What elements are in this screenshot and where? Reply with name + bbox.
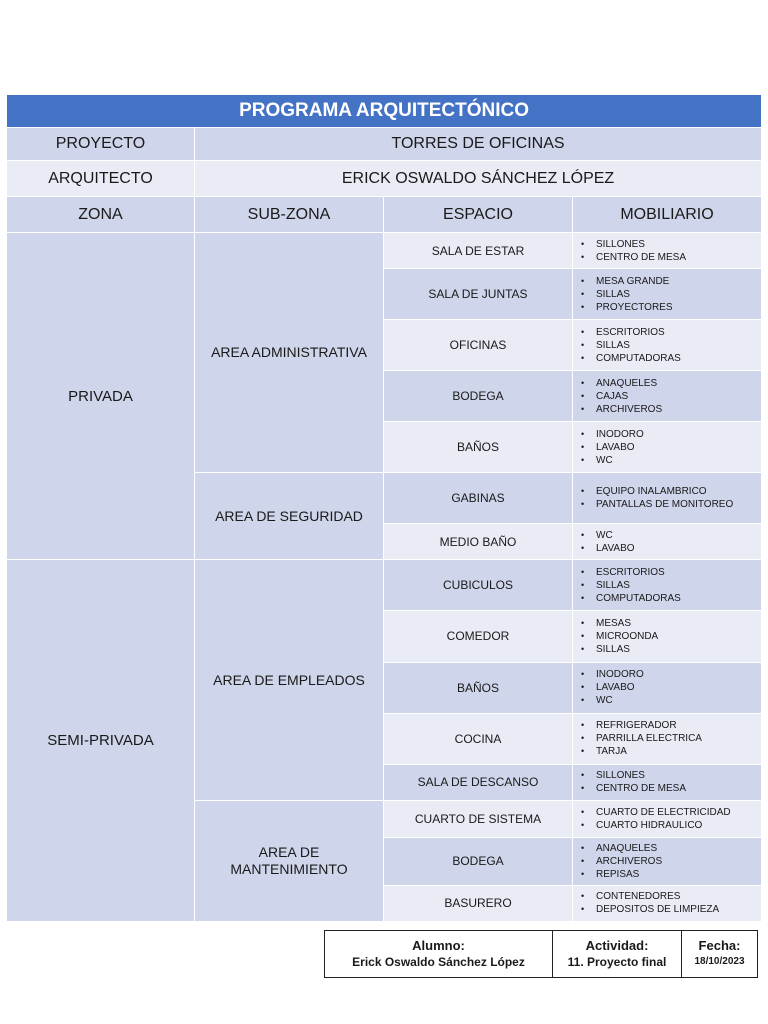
- furniture-item: • SILLONES: [581, 238, 757, 251]
- furniture-item: • CAJAS: [581, 390, 757, 403]
- architect-value: ERICK OSWALDO SÁNCHEZ LÓPEZ: [195, 161, 762, 197]
- furniture-item: • SILLAS: [581, 339, 757, 352]
- space-cell: CUBICULOS: [384, 560, 573, 611]
- furniture-cell: [573, 713, 762, 764]
- space-cell: OFICINAS: [384, 320, 573, 371]
- column-header-subzona: SUB-ZONA: [195, 197, 384, 233]
- furniture-item: • ARCHIVEROS: [581, 403, 757, 416]
- furniture-list: [573, 326, 761, 365]
- furniture-item: • ARCHIVEROS: [581, 855, 757, 868]
- furniture-item: • INODORO: [581, 668, 757, 681]
- column-header-row: [7, 197, 762, 233]
- zone-cell: PRIVADA: [7, 233, 195, 560]
- furniture-item: • MESAS: [581, 617, 757, 630]
- space-cell: COCINA: [384, 713, 573, 764]
- furniture-cell: [573, 662, 762, 713]
- zone-cell: SEMI-PRIVADA: [7, 560, 195, 922]
- furniture-cell: [573, 233, 762, 269]
- furniture-cell: [573, 800, 762, 837]
- furniture-item: • ANAQUELES: [581, 842, 757, 855]
- furniture-item: • SILLAS: [581, 288, 757, 301]
- space-cell: SALA DE ESTAR: [384, 233, 573, 269]
- furniture-list: [573, 668, 761, 707]
- furniture-cell: [573, 320, 762, 371]
- furniture-list: [573, 428, 761, 467]
- furniture-cell: [573, 837, 762, 885]
- furniture-item: • DEPOSITOS DE LIMPIEZA: [581, 903, 757, 916]
- furniture-item: • ESCRITORIOS: [581, 566, 757, 579]
- furniture-cell: [573, 611, 762, 662]
- architect-row: [7, 161, 762, 197]
- subzone-label: AREA DE EMPLEADOS: [213, 671, 365, 688]
- date-label: Fecha:: [698, 938, 741, 953]
- space-cell: SALA DE JUNTAS: [384, 269, 573, 320]
- furniture-item: • REPISAS: [581, 868, 757, 881]
- furniture-cell: [573, 524, 762, 560]
- student-label: Alumno:: [412, 938, 465, 953]
- column-header-zona: ZONA: [7, 197, 195, 233]
- furniture-item: • PANTALLAS DE MONITOREO: [581, 498, 757, 511]
- furniture-list: [573, 806, 761, 832]
- title-row: [7, 95, 762, 128]
- furniture-item: • COMPUTADORAS: [581, 352, 757, 365]
- furniture-item: • ESCRITORIOS: [581, 326, 757, 339]
- space-cell: GABINAS: [384, 473, 573, 524]
- space-cell: CUARTO DE SISTEMA: [384, 800, 573, 837]
- subzone-cell: [195, 560, 384, 800]
- furniture-item: • PARRILLA ELECTRICA: [581, 732, 757, 745]
- furniture-item: • CENTRO DE MESA: [581, 782, 757, 795]
- activity-value: 11. Proyecto final: [567, 955, 667, 969]
- space-cell: SALA DE DESCANSO: [384, 764, 573, 800]
- furniture-item: • SILLONES: [581, 769, 757, 782]
- space-cell: BAÑOS: [384, 422, 573, 473]
- furniture-item: • SILLAS: [581, 643, 757, 656]
- furniture-cell: [573, 764, 762, 800]
- subzone-cell: [195, 800, 384, 921]
- subzone-label: AREA ADMINISTRATIVA: [211, 344, 367, 361]
- column-header-mobiliario: MOBILIARIO: [573, 197, 762, 233]
- furniture-list: [573, 377, 761, 416]
- furniture-item: • EQUIPO INALAMBRICO: [581, 485, 757, 498]
- date-block: [681, 931, 757, 977]
- furniture-item: • MESA GRANDE: [581, 275, 757, 288]
- furniture-item: • WC: [581, 694, 757, 707]
- furniture-item: • CENTRO DE MESA: [581, 251, 757, 264]
- space-cell: BAÑOS: [384, 662, 573, 713]
- project-label: PROYECTO: [7, 128, 195, 161]
- furniture-item: • COMPUTADORAS: [581, 592, 757, 605]
- space-cell: MEDIO BAÑO: [384, 524, 573, 560]
- project-value: TORRES DE OFICINAS: [195, 128, 762, 161]
- subzone-cell: [195, 473, 384, 560]
- furniture-list: [573, 890, 761, 916]
- date-value: 18/10/2023: [694, 956, 745, 967]
- furniture-item: • CUARTO HIDRAULICO: [581, 819, 757, 832]
- furniture-cell: [573, 473, 762, 524]
- furniture-list: [573, 719, 761, 758]
- table-row: [7, 560, 762, 611]
- furniture-item: • SILLAS: [581, 579, 757, 592]
- subzone-cell: [195, 233, 384, 473]
- furniture-list: [573, 529, 761, 555]
- furniture-cell: [573, 371, 762, 422]
- table-title: PROGRAMA ARQUITECTÓNICO: [7, 95, 762, 128]
- program-table: [6, 94, 762, 922]
- furniture-cell: [573, 422, 762, 473]
- furniture-item: • ANAQUELES: [581, 377, 757, 390]
- furniture-item: • TARJA: [581, 745, 757, 758]
- furniture-item: • PROYECTORES: [581, 301, 757, 314]
- activity-block: [552, 931, 681, 977]
- space-cell: BASURERO: [384, 885, 573, 921]
- furniture-cell: [573, 269, 762, 320]
- furniture-item: • INODORO: [581, 428, 757, 441]
- column-header-espacio: ESPACIO: [384, 197, 573, 233]
- furniture-item: • LAVABO: [581, 542, 757, 555]
- furniture-item: • WC: [581, 454, 757, 467]
- furniture-item: • CONTENEDORES: [581, 890, 757, 903]
- furniture-list: [573, 485, 761, 511]
- furniture-item: • MICROONDA: [581, 630, 757, 643]
- furniture-item: • WC: [581, 529, 757, 542]
- signature-box: [324, 930, 758, 978]
- furniture-list: [573, 617, 761, 656]
- architect-label: ARQUITECTO: [7, 161, 195, 197]
- furniture-list: [573, 842, 761, 881]
- space-cell: BODEGA: [384, 837, 573, 885]
- furniture-list: [573, 769, 761, 795]
- activity-label: Actividad:: [585, 938, 649, 953]
- furniture-item: • LAVABO: [581, 681, 757, 694]
- project-row: [7, 128, 762, 161]
- furniture-list: [573, 566, 761, 605]
- furniture-item: • LAVABO: [581, 441, 757, 454]
- furniture-cell: [573, 885, 762, 921]
- space-cell: COMEDOR: [384, 611, 573, 662]
- subzone-label: AREA DE SEGURIDAD: [215, 507, 363, 524]
- student-block: [325, 931, 552, 977]
- furniture-item: • REFRIGERADOR: [581, 719, 757, 732]
- furniture-list: [573, 238, 761, 264]
- student-name: Erick Oswaldo Sánchez López: [352, 955, 525, 969]
- subzone-label: AREA DE MANTENIMIENTO: [230, 843, 348, 877]
- furniture-list: [573, 275, 761, 314]
- table-row: [7, 233, 762, 269]
- space-cell: BODEGA: [384, 371, 573, 422]
- furniture-cell: [573, 560, 762, 611]
- furniture-item: • CUARTO DE ELECTRICIDAD: [581, 806, 757, 819]
